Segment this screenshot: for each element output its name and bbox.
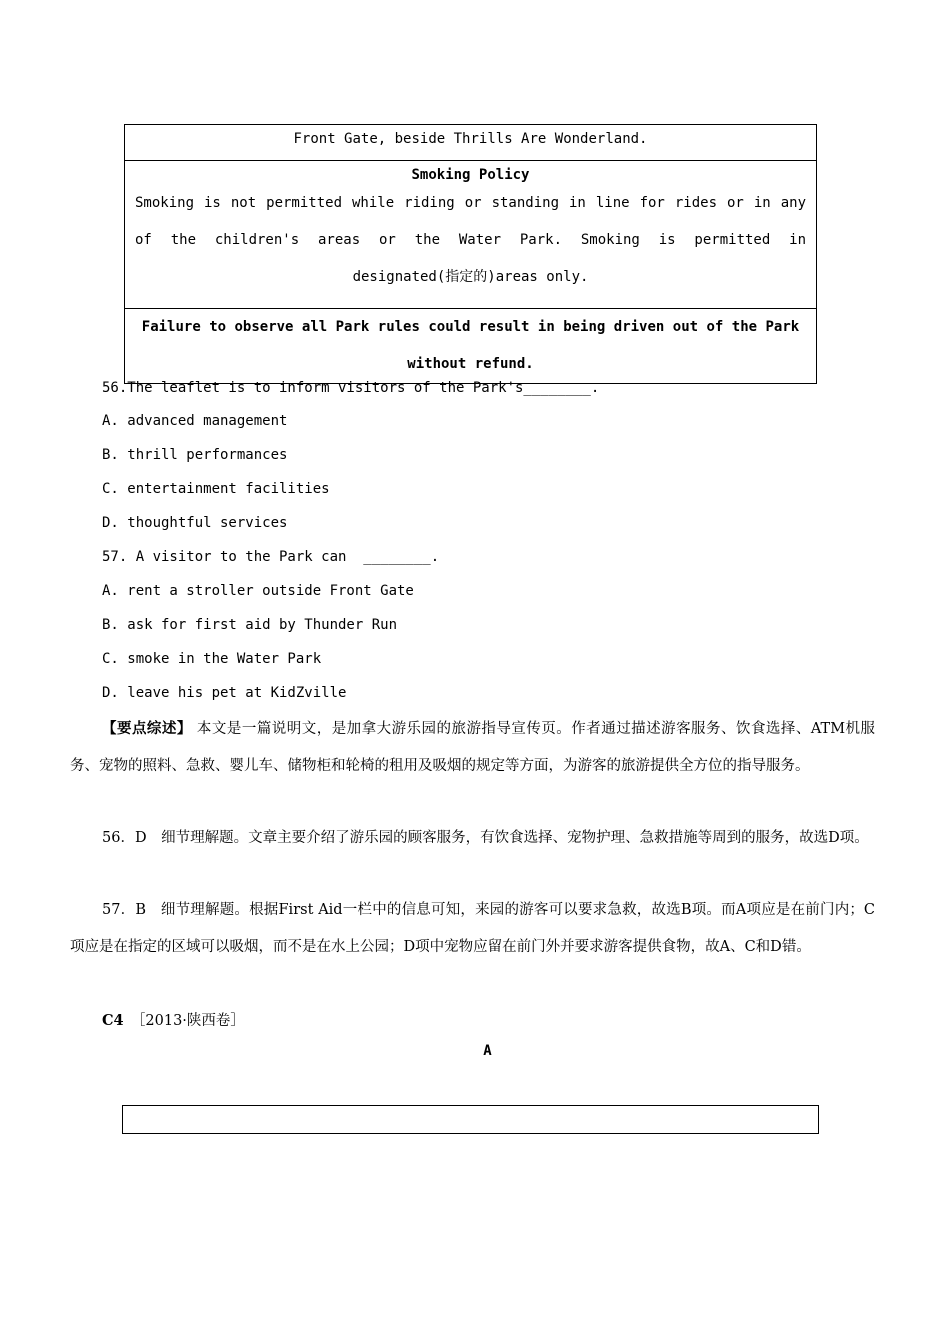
answer-56: 56．D 细节理解题。文章主要介绍了游乐园的顾客服务，有饮食选择、宠物护理、急救措施等周到的服务，故选D项。 [102, 830, 869, 846]
q56-option-b: B. thrill performances [102, 447, 288, 463]
empty-table-box [122, 1105, 819, 1134]
warning-row: Failure to observe all Park rules could result in being driven out of the Park without refund. [141, 319, 800, 372]
section-letter: A [483, 1043, 492, 1059]
front-gate-row: Front Gate, beside Thrills Are Wonderland. [125, 125, 816, 161]
q57-option-c: C. smoke in the Water Park [102, 651, 322, 667]
q57-stem: 57. A visitor to the Park can ________. [102, 549, 440, 565]
smoking-policy-text: Smoking is not permitted while riding or standing in line for rides or in any of the children's areas or the Water Park. Smoking is permitted in designated(指定的)areas only. [135, 195, 806, 285]
source-text: ［2013·陕西卷］ [138, 1013, 245, 1029]
summary-paragraph [70, 710, 875, 785]
source-line [102, 1009, 245, 1030]
q57-option-a: A. rent a stroller outside Front Gate [102, 583, 414, 599]
q57-option-d: D. leave his pet at KidZville [102, 685, 347, 701]
smoking-policy-title: Smoking Policy [411, 167, 530, 183]
source-code: C4 [102, 1012, 124, 1029]
answer-57: 57．B 细节理解题。根据First Aid一栏中的信息可知，来园的游客可以要求急救，故选B项。而A项应是在前门内；C项应是在指定的区域可以吸烟，而不是在水上公园；D项中宠物应留在前门外并要求游客提供食物，故A、C和D错。 [70, 902, 875, 955]
summary-label: 【要点综述】 [102, 720, 192, 737]
q56-option-c: C. entertainment facilities [102, 481, 330, 497]
smoking-policy-row [125, 161, 816, 309]
q56-option-a: A. advanced management [102, 413, 288, 429]
summary-text: 本文是一篇说明文，是加拿大游乐园的旅游指导宣传页。作者通过描述游客服务、饮食选择、ATM机服务、宠物的照料、急救、婴儿车、储物柜和轮椅的租用及吸烟的规定等方面，为游客的旅游提供全方位的指导服务。 [70, 721, 875, 774]
info-table [124, 124, 817, 384]
q57-option-b: B. ask for first aid by Thunder Run [102, 617, 398, 633]
q56-stem: 56.The leaflet is to inform visitors of the Park's________. [102, 380, 600, 396]
q56-option-d: D. thoughtful services [102, 515, 288, 531]
